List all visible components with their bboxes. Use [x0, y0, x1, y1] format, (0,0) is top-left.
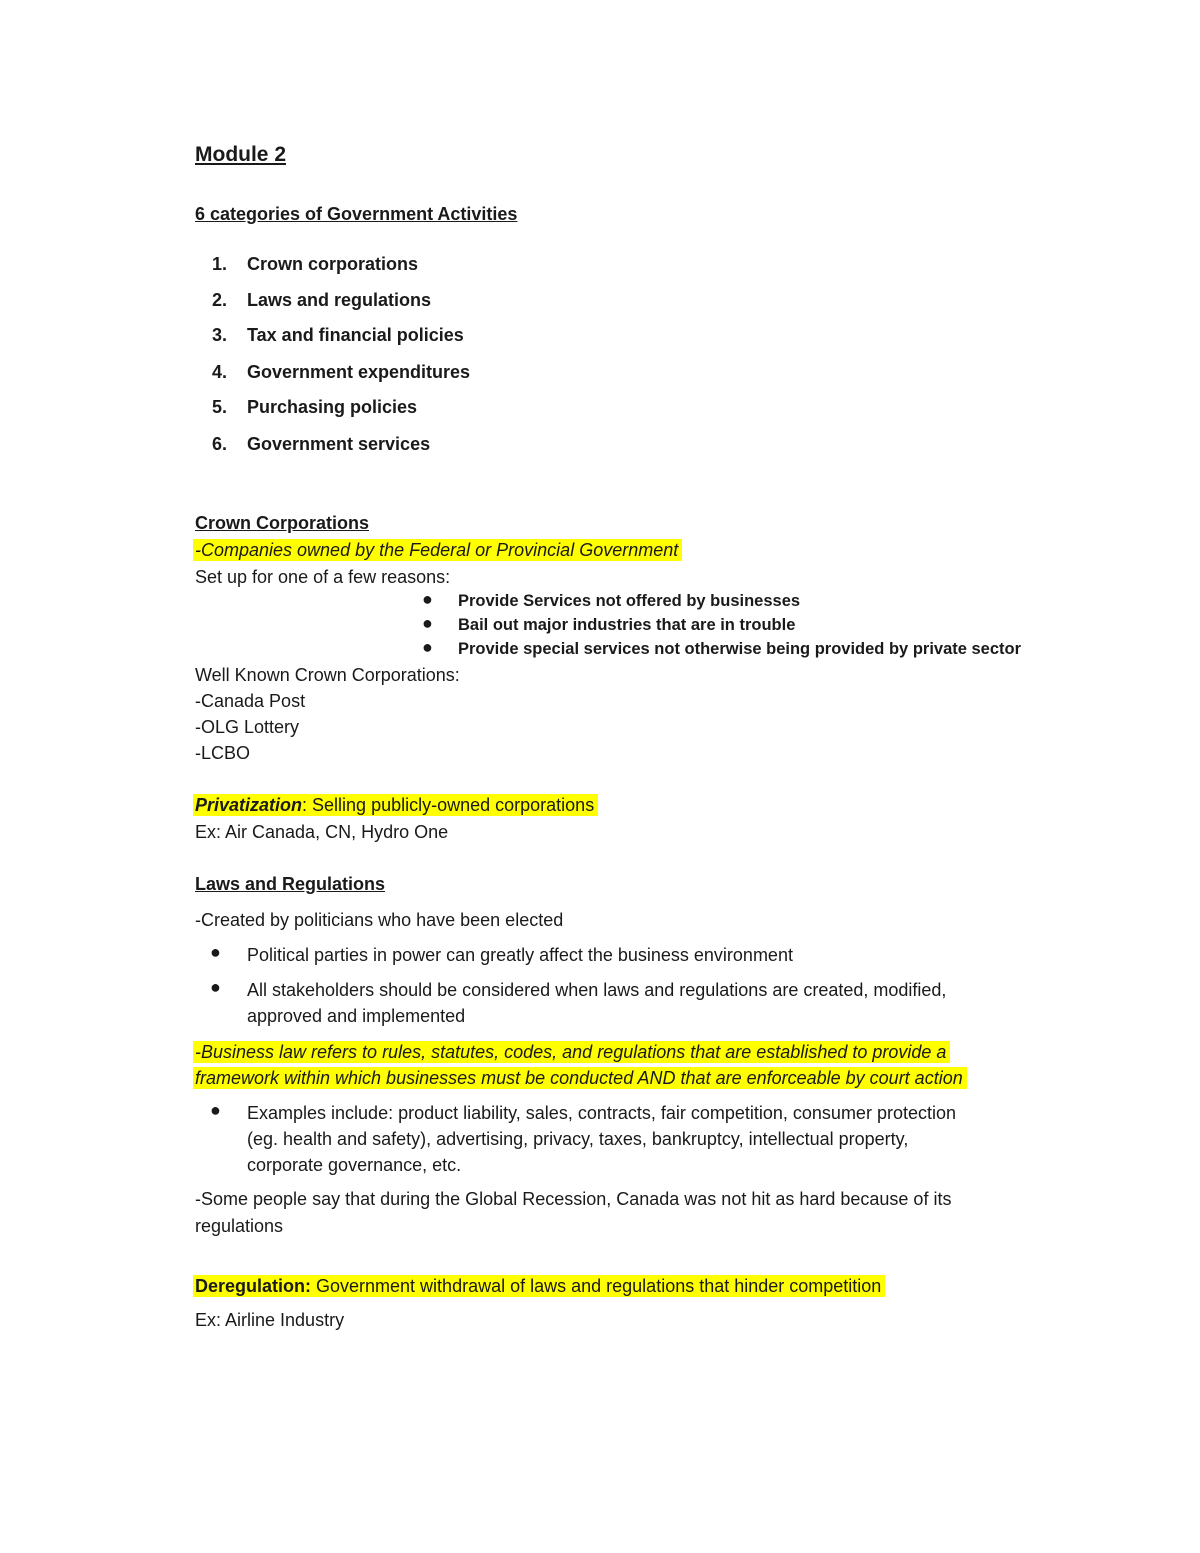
laws-bullet-2-line1: All stakeholders should be considered when laws and regulations are created, modified,	[247, 980, 947, 1000]
crown-reason-3: Provide special services not otherwise being provided by private sector	[458, 640, 1022, 658]
list-text: Tax and financial policies	[247, 325, 464, 345]
crown-example: -LCBO	[195, 743, 251, 763]
crown-reason-1: Provide Services not offered by businesses	[458, 592, 801, 610]
crown-definition	[193, 537, 682, 563]
deregulation-example: Ex: Airline Industry	[195, 1310, 345, 1330]
list-number: 5.	[212, 397, 228, 417]
recession-line2: regulations	[195, 1216, 284, 1236]
crown-heading: Crown Corporations	[195, 513, 369, 533]
laws-bullet-1: Political parties in power can greatly affect the business environment	[247, 945, 793, 965]
laws-intro: -Created by politicians who have been elected	[195, 910, 564, 930]
list-text: Government services	[247, 434, 431, 454]
bullet-icon: ●	[210, 1100, 221, 1120]
deregulation-definition: Government withdrawal of laws and regulations that hinder competition	[311, 1276, 882, 1296]
categories-heading: 6 categories of Government Activities	[195, 204, 518, 224]
bullet-icon: ●	[422, 637, 433, 657]
list-number: 4.	[212, 362, 228, 382]
page-title: Module 2	[195, 143, 287, 166]
deregulation-term: Deregulation:	[195, 1276, 312, 1296]
privatization-example: Ex: Air Canada, CN, Hydro One	[195, 822, 449, 842]
bullet-icon: ●	[422, 613, 433, 633]
list-number: 1.	[212, 254, 228, 274]
list-number: 3.	[212, 325, 228, 345]
crown-example: -Canada Post	[195, 691, 306, 711]
privatization-definition: : Selling publicly-owned corporations	[302, 795, 595, 815]
list-number: 6.	[212, 434, 228, 454]
laws-heading: Laws and Regulations	[195, 874, 386, 894]
bullet-icon: ●	[422, 589, 433, 609]
well-known-label: Well Known Crown Corporations:	[195, 665, 460, 685]
bullet-icon: ●	[210, 977, 221, 997]
business-law-text-2: framework within which businesses must be conducted AND that are enforceable by court action	[193, 1067, 967, 1089]
crown-example: -OLG Lottery	[195, 717, 300, 737]
list-number: 2.	[212, 290, 228, 310]
list-text: Government expenditures	[247, 362, 471, 382]
business-law-line2	[193, 1065, 967, 1091]
business-law-text-1: -Business law refers to rules, statutes, codes, and regulations that are established to provide a	[193, 1041, 950, 1063]
crown-definition-text: -Companies owned by the Federal or Provincial Government	[193, 539, 682, 561]
privatization-line	[193, 792, 598, 818]
laws-examples-line1: Examples include: product liability, sales, contracts, fair competition, consumer protection	[247, 1103, 956, 1123]
bullet-icon: ●	[210, 942, 221, 962]
crown-reason-2: Bail out major industries that are in trouble	[458, 616, 796, 634]
recession-line1: -Some people say that during the Global Recession, Canada was not hit as hard because of its	[195, 1189, 952, 1209]
list-text: Crown corporations	[247, 254, 419, 274]
business-law-line1	[193, 1039, 950, 1065]
list-text: Purchasing policies	[247, 397, 418, 417]
crown-setup: Set up for one of a few reasons:	[195, 567, 451, 587]
laws-examples-line2: (eg. health and safety), advertising, privacy, taxes, bankruptcy, intellectual property,	[247, 1129, 909, 1149]
deregulation-line	[193, 1273, 885, 1299]
list-text: Laws and regulations	[247, 290, 432, 310]
laws-bullet-2-line2: approved and implemented	[247, 1006, 466, 1026]
laws-examples-line3: corporate governance, etc.	[247, 1155, 462, 1175]
privatization-term: Privatization	[195, 795, 303, 815]
